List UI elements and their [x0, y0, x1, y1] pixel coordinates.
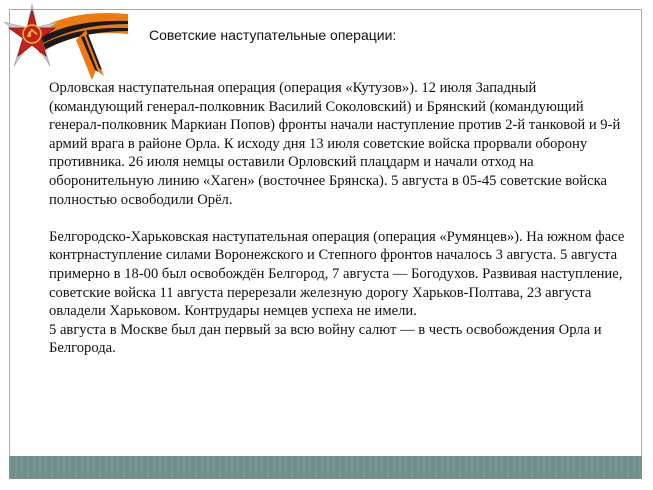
paragraph-belgorod-kharkov-operation: Белгородско-Харьковская наступательная операция (операция «Румянцев»). На южном фасе контрнаступление силами Воронежского и Степного фронтов началось 3 августа. 5 августа примерно в 18-00 был освобождён Белгород, 7 августа — Богодухов. Развивая наступление, советские войска 11 августа перерезали железную дорогу Харьков-Полтава, 23 августа овладели Харьковом. Контрудары немцев успеха не имели. — [49, 228, 625, 320]
slide-body — [49, 79, 629, 358]
order-of-patriotic-war-icon — [0, 0, 132, 86]
paragraph-orel-operation: Орловская наступательная операция (операция «Кутузов»). 12 июля Западный (командующий генерал-полковник Василий Соколовский) и Брянский (командующий генерал-полковник Маркиан Попов) фронты начали наступление против 2-й танковой и 9-й армий врага в районе Орла. К исходу дня 13 июля советские войска прорвали оборону противника. 26 июля немцы оставили Орловский плацдарм и начали отход на оборонительную линию «Хаген» (восточнее Брянска). 5 августа в 05-45 советские войска полностью освободили Орёл. — [49, 80, 621, 208]
slide-title: Советские наступательные операции: — [149, 27, 397, 43]
st-george-ribbon-icon — [30, 13, 128, 80]
bottom-decor-bar — [9, 456, 642, 479]
paragraph-moscow-salute: 5 августа в Москве был дан первый за всю войну салют — в честь освобождения Орла и Белгорода. — [49, 321, 602, 357]
